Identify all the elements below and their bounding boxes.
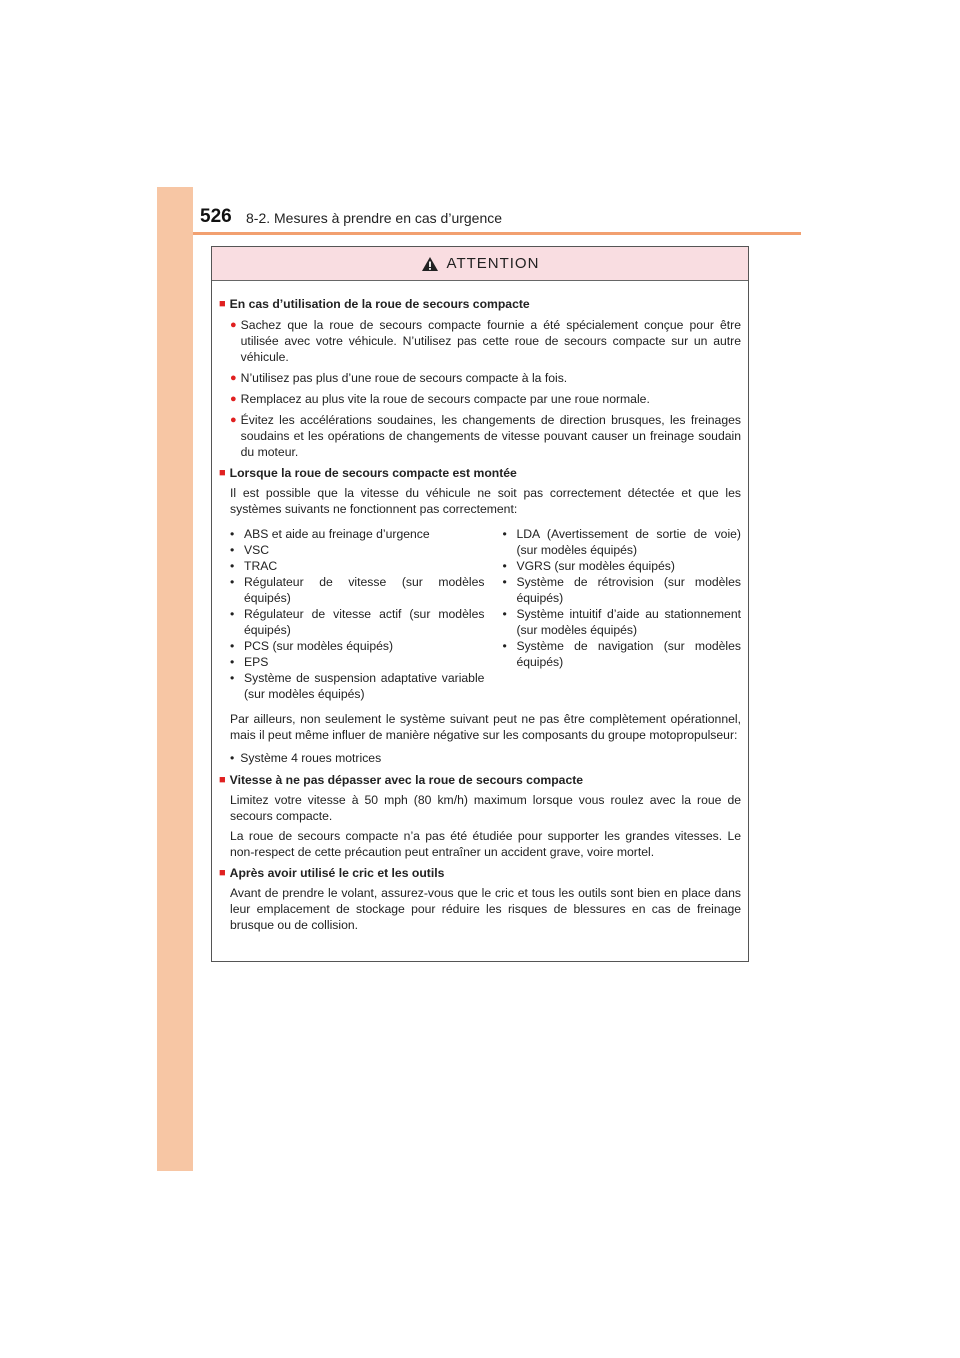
bullet-text: Remplacez au plus vite la roue de secours compacte par une roue normale.	[240, 392, 650, 406]
list-item: • TRAC	[230, 559, 278, 573]
list-item: • ABS et aide au freinage d’urgence	[230, 527, 430, 541]
square-bullet-icon: ■	[219, 867, 226, 879]
section-title	[219, 296, 741, 312]
list-item: • VGRS (sur modèles équipés)	[502, 559, 675, 573]
paragraph: Il est possible que la vitesse du véhicule ne soit pas correctement détectée et que les systèmes suivants ne fonctionnent pas correctement:	[230, 486, 741, 516]
list-item: • Système 4 roues motrices	[230, 751, 382, 765]
warning-content	[212, 281, 748, 933]
square-bullet-icon: ■	[219, 298, 226, 310]
square-bullet-icon: ■	[219, 774, 226, 786]
paragraph: Limitez votre vitesse à 50 mph (80 km/h) maximum lorsque vous roulez avec la roue de secours compacte.	[230, 793, 741, 823]
header-rule	[193, 232, 801, 235]
warning-title: ATTENTION	[446, 255, 540, 272]
list-item: • Système intuitif d’aide au stationnement (sur modèles équipés)	[502, 607, 741, 637]
list-item: • Système de rétrovision (sur modèles équipés)	[502, 575, 741, 605]
warning-box	[211, 246, 749, 962]
bullet-item	[219, 317, 741, 365]
list-item: • Système de suspension adaptative variable (sur modèles équipés)	[230, 671, 485, 701]
circle-bullet-icon: ●	[230, 393, 237, 405]
list-item: • Régulateur de vitesse (sur modèles équipés)	[230, 575, 485, 605]
circle-bullet-icon: ●	[230, 414, 237, 426]
section-title	[219, 772, 741, 788]
section-title	[219, 465, 741, 481]
bullet-item	[219, 370, 741, 386]
square-bullet-icon: ■	[219, 467, 226, 479]
section-title-text: Après avoir utilisé le cric et les outils	[229, 866, 445, 880]
systems-right-column	[502, 526, 741, 702]
systems-columns	[219, 526, 741, 702]
paragraph: Avant de prendre le volant, assurez-vous que le cric et tous les outils sont bien en place dans leur emplacement de stockage pour réduire les risques de blessures en cas de freinage brusque ou de collision.	[230, 886, 741, 932]
paragraph: Par ailleurs, non seulement le système suivant peut ne pas être complètement opérationnel, mais il peut même influer de manière négative sur les composants du groupe motopropulseur:	[230, 712, 741, 742]
page-number: 526	[200, 206, 232, 227]
warning-triangle-icon	[421, 256, 439, 272]
section-title-text: En cas d’utilisation de la roue de secours compacte	[229, 297, 530, 311]
section-title-text: Vitesse à ne pas dépasser avec la roue de secours compacte	[229, 773, 584, 787]
warning-header	[212, 247, 748, 281]
list-item: • EPS	[230, 655, 269, 669]
systems-left-column	[230, 526, 484, 702]
bullet-text: Sachez que la roue de secours compacte fournie a été spécialement conçue pour être utilisée avec votre véhicule. N’utilisez pas cette roue de secours compacte sur un autre véhicule.	[240, 318, 741, 364]
section-title-text: Lorsque la roue de secours compacte est montée	[229, 466, 517, 480]
chapter-title: 8-2. Mesures à prendre en cas d’urgence	[246, 210, 503, 226]
side-tab-strip	[157, 187, 193, 1171]
list-item: • Système de navigation (sur modèles équipés)	[502, 639, 741, 669]
bullet-text: Évitez les accélérations soudaines, les changements de direction brusques, les freinages soudains et les opérations de changements de vitesse pouvant causer un freinage soudain du moteur.	[240, 413, 741, 459]
section-title	[219, 865, 741, 881]
list-item: • VSC	[230, 543, 270, 557]
list-item: • PCS (sur modèles équipés)	[230, 639, 394, 653]
circle-bullet-icon: ●	[230, 372, 237, 384]
paragraph: La roue de secours compacte n’a pas été étudiée pour supporter les grandes vitesses. Le non-respect de cette précaution peut entraîner un accident grave, voire mortel.	[230, 829, 741, 859]
bullet-text: N’utilisez pas plus d’une roue de secours compacte à la fois.	[240, 371, 568, 385]
circle-bullet-icon: ●	[230, 319, 237, 331]
list-item: • Régulateur de vitesse actif (sur modèles équipés)	[230, 607, 485, 637]
bullet-item	[219, 391, 741, 407]
list-item: • LDA (Avertissement de sortie de voie) (sur modèles équipés)	[502, 527, 741, 557]
bullet-item	[219, 412, 741, 460]
